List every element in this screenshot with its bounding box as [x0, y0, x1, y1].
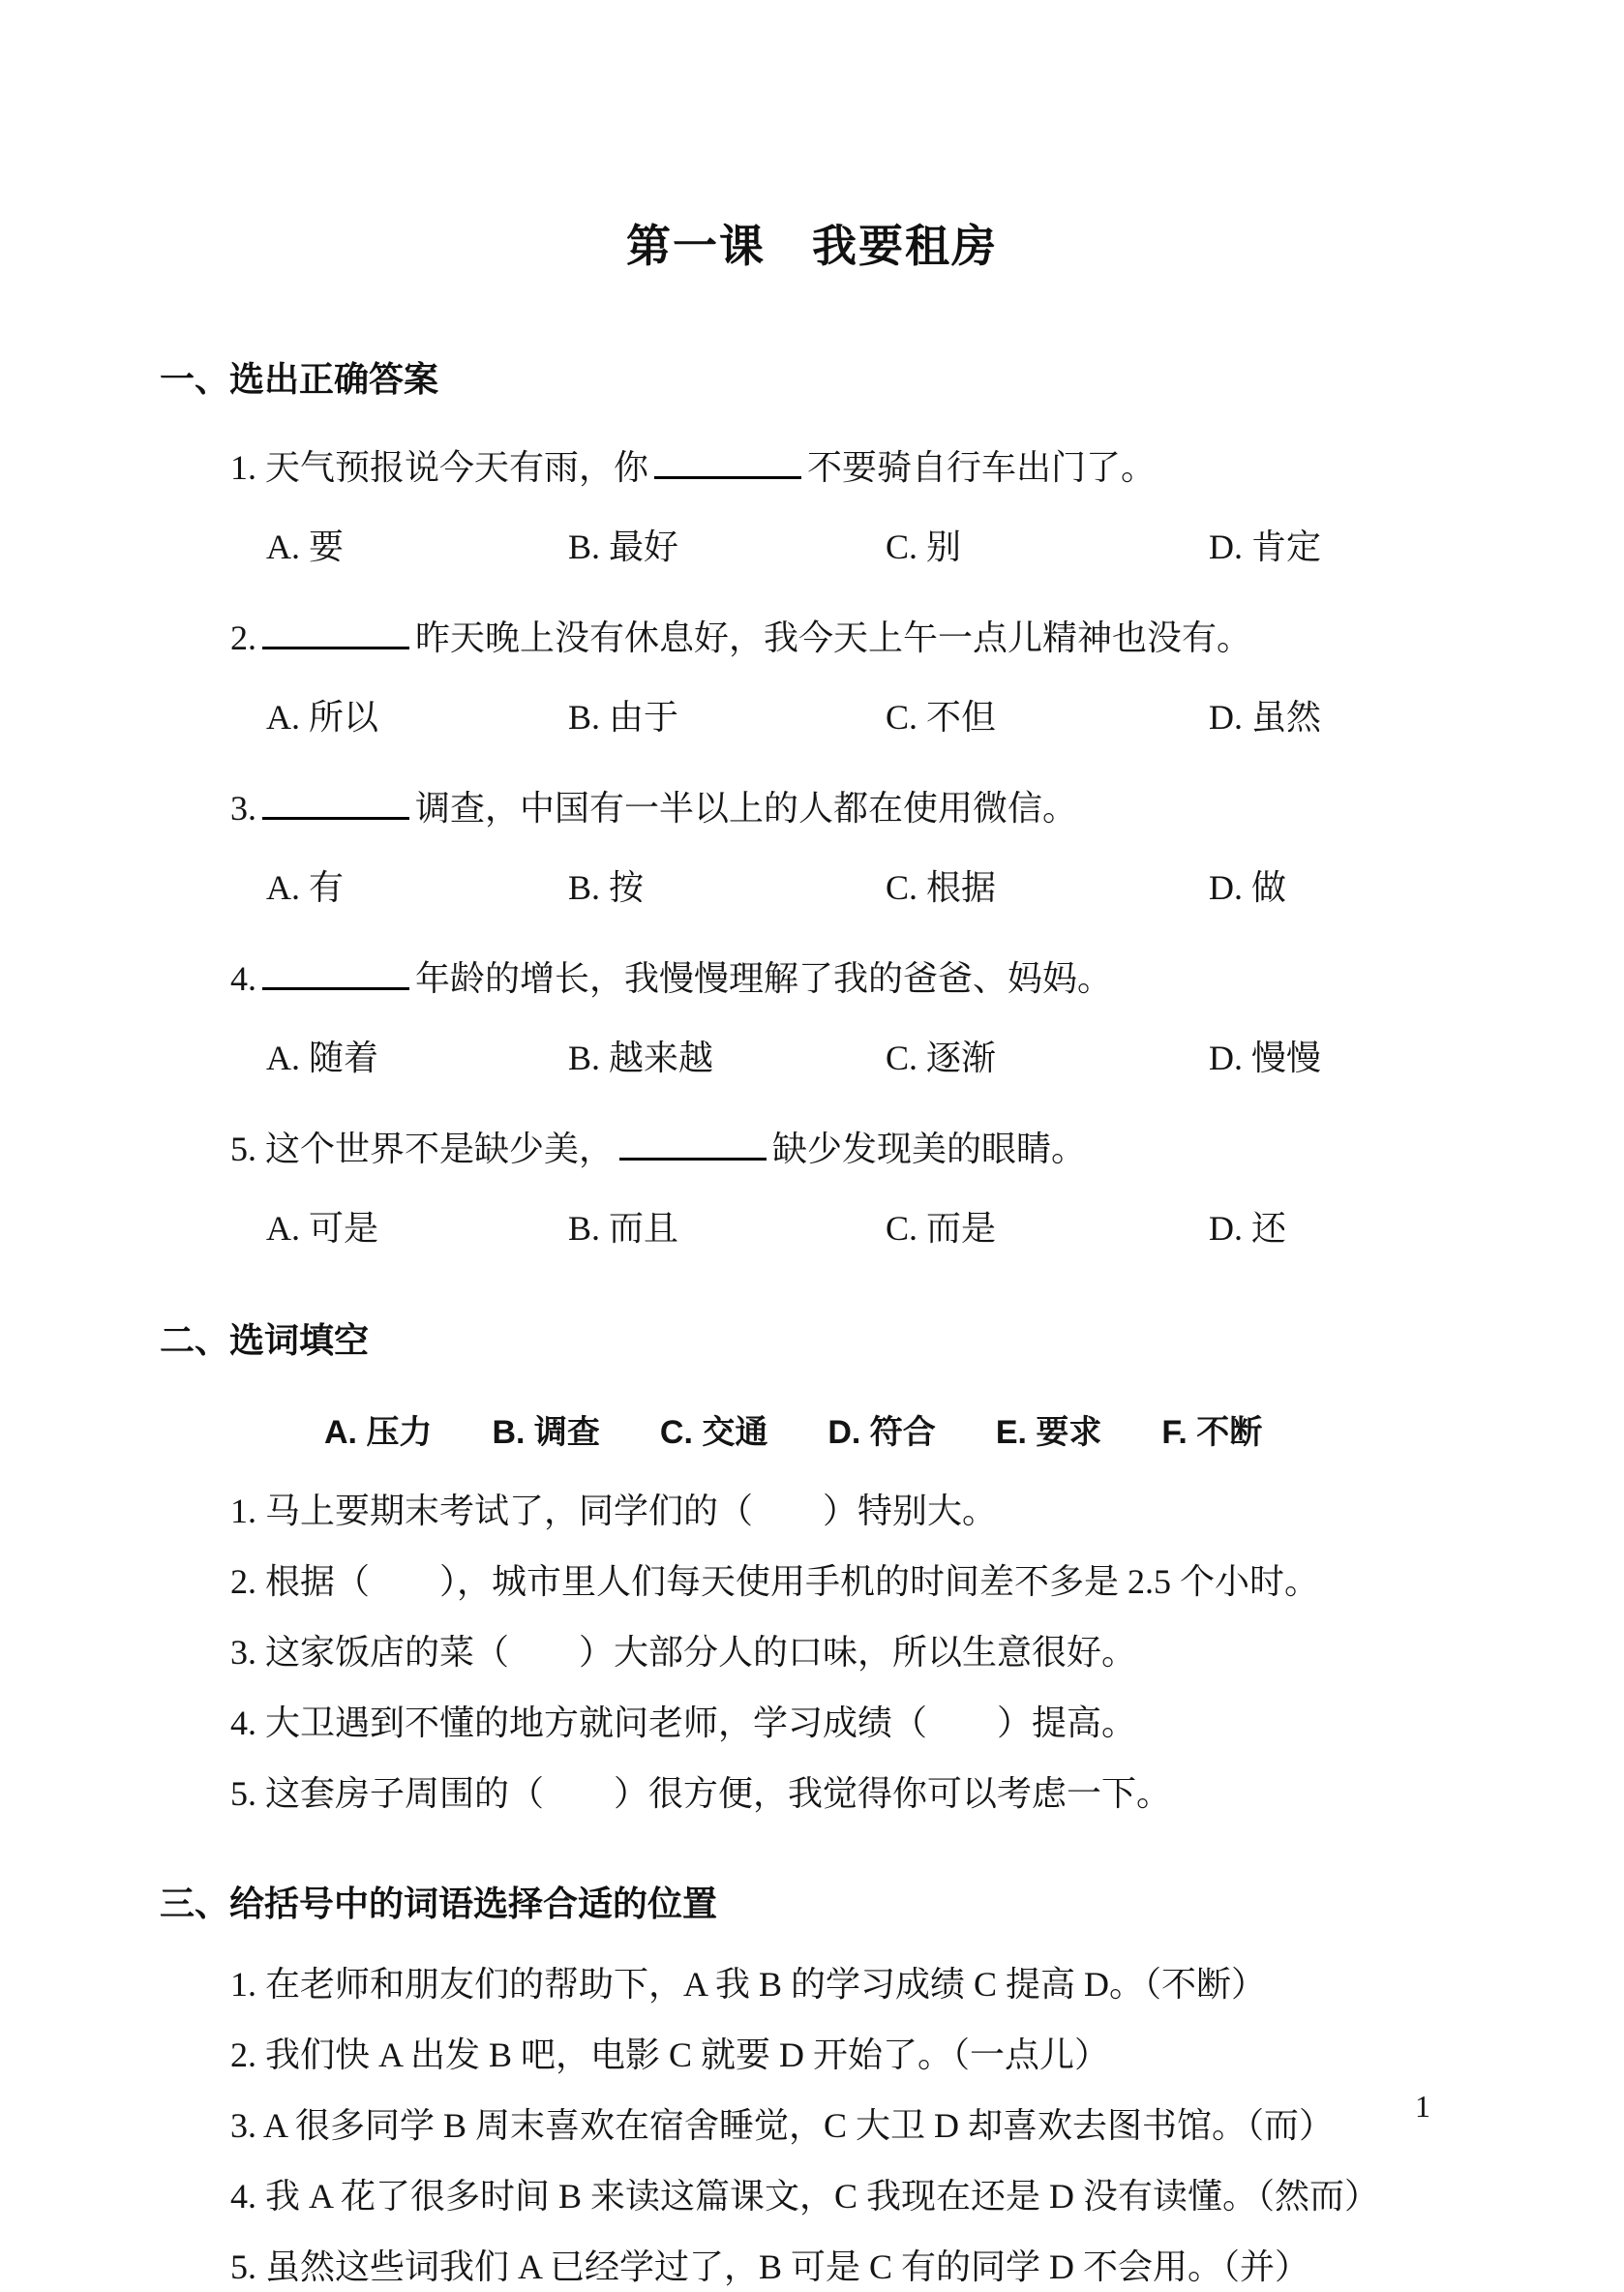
question-line: 1. 马上要期末考试了，同学们的（ ）特别大。 — [230, 1492, 998, 1530]
question-line: 2. 根据（ ），城市里人们每天使用手机的时间差不多是 2.5 个小时。 — [230, 1562, 1320, 1601]
option-c: C. 别 — [886, 528, 962, 566]
question-line: 1. 在老师和朋友们的帮助下，A 我 B 的学习成绩 C 提高 D。（不断） — [230, 1965, 1267, 2004]
option-d: D. 肯定 — [1209, 528, 1321, 566]
option-a: A. 可是 — [266, 1209, 378, 1248]
fill-in-blank — [262, 618, 409, 649]
option-c: C. 不但 — [886, 698, 997, 737]
question-line: 3. 这家饭店的菜（ ）大部分人的口味，所以生意很好。 — [230, 1633, 1137, 1672]
option-a: A. 有 — [266, 868, 344, 907]
option-a: A. 所以 — [266, 698, 378, 737]
options-row — [230, 1033, 1566, 1083]
question-line: 5. 这套房子周围的（ ）很方便，我觉得你可以考虑一下。 — [230, 1774, 1172, 1813]
word-bank — [324, 1405, 1624, 1453]
question-text-pre: 5. 这个世界不是缺少美， — [230, 1130, 615, 1168]
page-number: 1 — [1415, 2089, 1430, 2124]
option-b: B. 越来越 — [568, 1039, 714, 1077]
option-d: D. 慢慢 — [1209, 1039, 1321, 1077]
section-2-questions — [230, 1486, 1566, 1819]
fill-in-blank — [654, 447, 801, 479]
question-text-pre: 2. — [230, 618, 256, 657]
word-bank-item: A. 压力 — [324, 1414, 433, 1451]
option-a: A. 要 — [266, 528, 344, 566]
question-text-post: 不要骑自行车出门了。 — [807, 448, 1157, 487]
word-bank-item: E. 要求 — [995, 1414, 1102, 1451]
question-text-pre: 3. — [230, 789, 256, 828]
section-1-questions — [230, 442, 1566, 1253]
options-row — [230, 692, 1566, 742]
question-text-post: 调查，中国有一半以上的人都在使用微信。 — [415, 789, 1078, 828]
question-line: 5. 虽然这些词我们 A 已经学过了，B 可是 C 有的同学 D 不会用。（并） — [230, 2247, 1310, 2286]
option-c: C. 逐渐 — [886, 1039, 997, 1077]
fill-in-blank — [262, 788, 409, 820]
options-row — [230, 1203, 1566, 1253]
option-d: D. 虽然 — [1209, 698, 1321, 737]
option-a: A. 随着 — [266, 1039, 378, 1077]
word-bank-item: F. 不断 — [1161, 1414, 1263, 1451]
question-line — [230, 783, 1566, 833]
question-line: 2. 我们快 A 出发 B 吧，电影 C 就要 D 开始了。（一点儿） — [230, 2036, 1110, 2074]
question-line — [230, 953, 1566, 1004]
question-line: 4. 大卫遇到不懂的地方就问老师，学习成绩（ ）提高。 — [230, 1704, 1137, 1742]
question-text-pre: 1. 天气预报说今天有雨，你 — [230, 448, 649, 487]
question-line — [230, 442, 1566, 493]
question-text-post: 缺少发现美的眼睛。 — [772, 1130, 1087, 1168]
section-3-questions — [230, 1959, 1566, 2292]
question-text-post: 年龄的增长，我慢慢理解了我的爸爸、妈妈。 — [415, 959, 1113, 998]
question-line: 3. A 很多同学 B 周末喜欢在宿舍睡觉，C 大卫 D 却喜欢去图书馆。（而） — [230, 2106, 1335, 2145]
option-c: C. 而是 — [886, 1209, 997, 1248]
fill-in-blank — [262, 958, 409, 990]
option-b: B. 最好 — [568, 528, 679, 566]
options-row — [230, 522, 1566, 572]
word-bank-item: D. 符合 — [827, 1414, 936, 1451]
section-2-heading: 二、选词填空 — [160, 1320, 370, 1360]
question-line: 4. 我 A 花了很多时间 B 来读这篇课文，C 我现在还是 D 没有读懂。（然而） — [230, 2177, 1380, 2216]
question-text-post: 昨天晚上没有休息好，我今天上午一点儿精神也没有。 — [415, 618, 1252, 657]
question-line — [230, 613, 1566, 663]
option-c: C. 根据 — [886, 868, 997, 907]
option-d: D. 做 — [1209, 868, 1286, 907]
section-1-heading: 一、选出正确答案 — [160, 359, 439, 399]
fill-in-blank — [619, 1129, 767, 1161]
option-d: D. 还 — [1209, 1209, 1286, 1248]
options-row — [230, 862, 1566, 913]
question-line — [230, 1124, 1566, 1174]
word-bank-item: B. 调查 — [492, 1414, 600, 1451]
lesson-title: 第一课 我要租房 — [626, 221, 998, 271]
option-b: B. 而且 — [568, 1209, 679, 1248]
section-3-heading: 三、给括号中的词语选择合适的位置 — [160, 1884, 718, 1923]
option-b: B. 按 — [568, 868, 645, 907]
question-text-pre: 4. — [230, 959, 256, 998]
word-bank-item: C. 交通 — [659, 1414, 768, 1451]
option-b: B. 由于 — [568, 698, 679, 737]
